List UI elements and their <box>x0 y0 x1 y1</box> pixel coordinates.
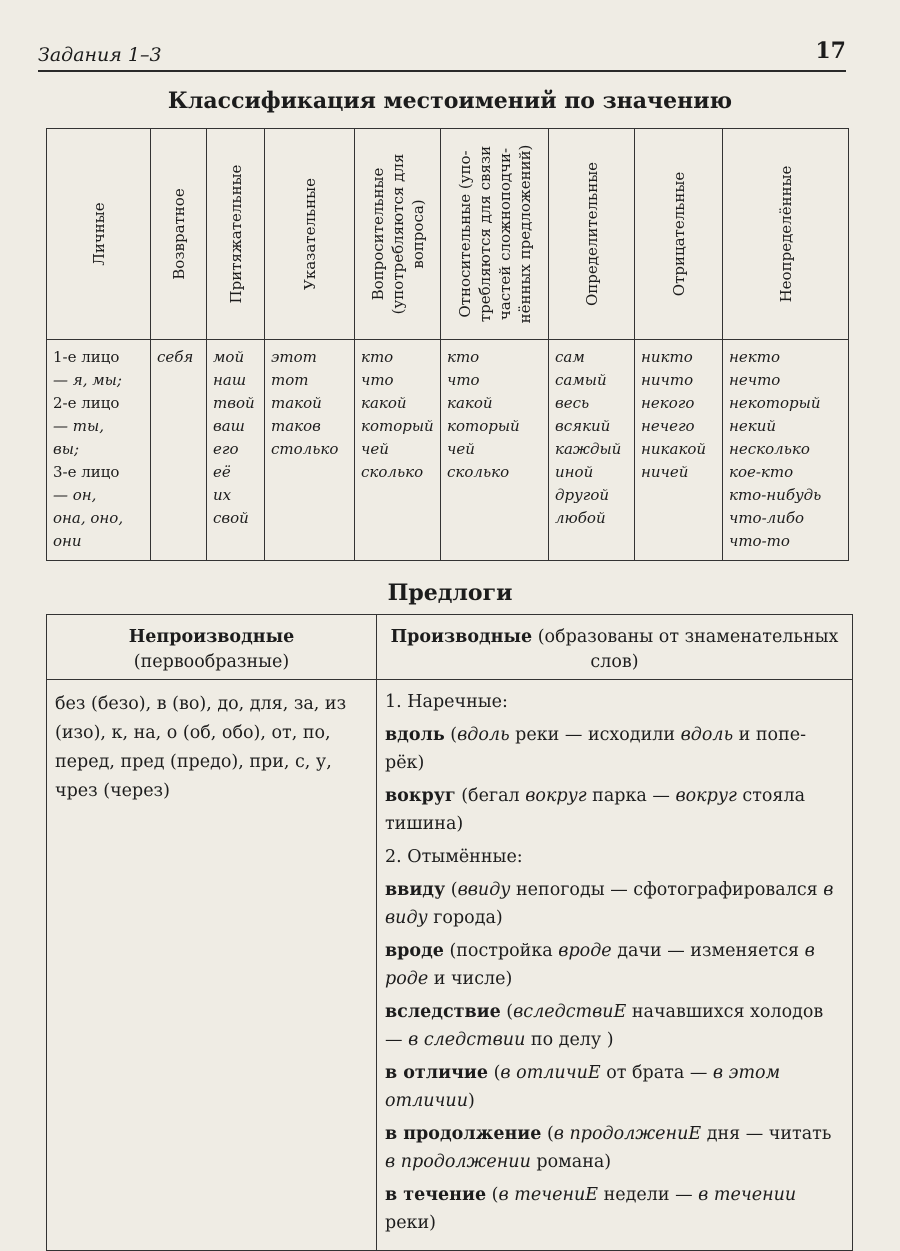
words-determinative: сам самый весь всякий каждый иной другой любой <box>549 340 635 561</box>
derived-prepositions-list <box>377 680 853 1251</box>
words-negative: никто ничто некого нечего никакой ничей <box>635 340 723 561</box>
words-relative: кто что какой который чей сколько <box>441 340 549 561</box>
pronoun-header-row <box>47 129 849 340</box>
prepositions-table <box>46 614 853 1251</box>
words-demonstrative: этот тот такой таков столько <box>265 340 355 561</box>
col-header-negative: Отрицательные <box>635 129 723 340</box>
words-personal: 1-е лицо — я, мы; 2-е лицо — ты, вы; 3-е лицо — он, она, оно, они <box>47 340 151 561</box>
pronoun-classification-table <box>46 128 849 561</box>
entry-vdol: вдоль (вдоль реки — исходили вдоль и попе-рёк) <box>385 725 807 773</box>
entry-v-otlichie: в отличие (в отличиЕ от брата — в этом отличии) <box>385 1063 781 1111</box>
col-header-interrogative: Вопросительные (употребляются для вопроса) <box>355 129 441 340</box>
page-header <box>38 38 846 68</box>
header-rule <box>38 70 846 72</box>
prep-body-row <box>47 680 853 1251</box>
pronoun-words-row <box>47 340 849 561</box>
page-number: 17 <box>815 38 846 64</box>
entry-vsledstvie: вследствие (вследствиЕ начавшихся холодов — в следствии по делу ) <box>385 1002 824 1050</box>
col-header-possessive: Притяжательные <box>207 129 265 340</box>
entry-v-prodolzhenie: в продолжение (в продолжениЕ дня — читать в продолжении романа) <box>385 1124 832 1172</box>
col-header-determinative: Определительные <box>549 129 635 340</box>
primary-prepositions-list: без (безо), в (во), до, для, за, из (изо), к, на, о (об, обо), от, по, перед, пред (предо), при, с, у, чрез (через) <box>47 680 377 1251</box>
col-header-indefinite: Неопределённые <box>723 129 849 340</box>
words-reflexive: себя <box>151 340 207 561</box>
prep-header-row <box>47 615 853 680</box>
entry-vvidu: ввиду (ввиду непогоды — сфотографировался в виду города) <box>385 880 834 928</box>
col-header-demonstrative: Указательные <box>265 129 355 340</box>
words-possessive: мой наш твой ваш его её их свой <box>207 340 265 561</box>
prepositions-title: Предлоги <box>387 580 513 606</box>
prep-header-primary: Непроизводные (первообразные) <box>47 615 377 680</box>
entry-vrode: вроде (постройка вроде дачи — изменяется в роде и числе) <box>385 941 815 989</box>
section-label: Задания 1–3 <box>38 44 162 66</box>
col-header-personal: Личные <box>47 129 151 340</box>
words-interrogative: кто что какой который чей сколько <box>355 340 441 561</box>
entry-vokrug: вокруг (бегал вокруг парка — вокруг стояла тишина) <box>385 786 805 834</box>
entry-v-techenie: в течение (в течениЕ недели — в течении реки) <box>385 1185 797 1233</box>
words-indefinite: некто нечто некоторый некий несколько кое-кто кто-нибудь что-либо что-то <box>723 340 849 561</box>
prep-header-derived: Производные (образованы от знаменательных слов) <box>377 615 853 680</box>
col-header-relative: Относительные (упо- требляются для связи частей сложноподчи- нённых предложений) <box>441 129 549 340</box>
pronoun-table-title: Классификация местоимений по значению <box>167 88 733 114</box>
category-adverbial: 1. Наречные: <box>385 692 508 712</box>
category-denominal: 2. Отымённые: <box>385 847 523 867</box>
col-header-reflexive: Возвратное <box>151 129 207 340</box>
